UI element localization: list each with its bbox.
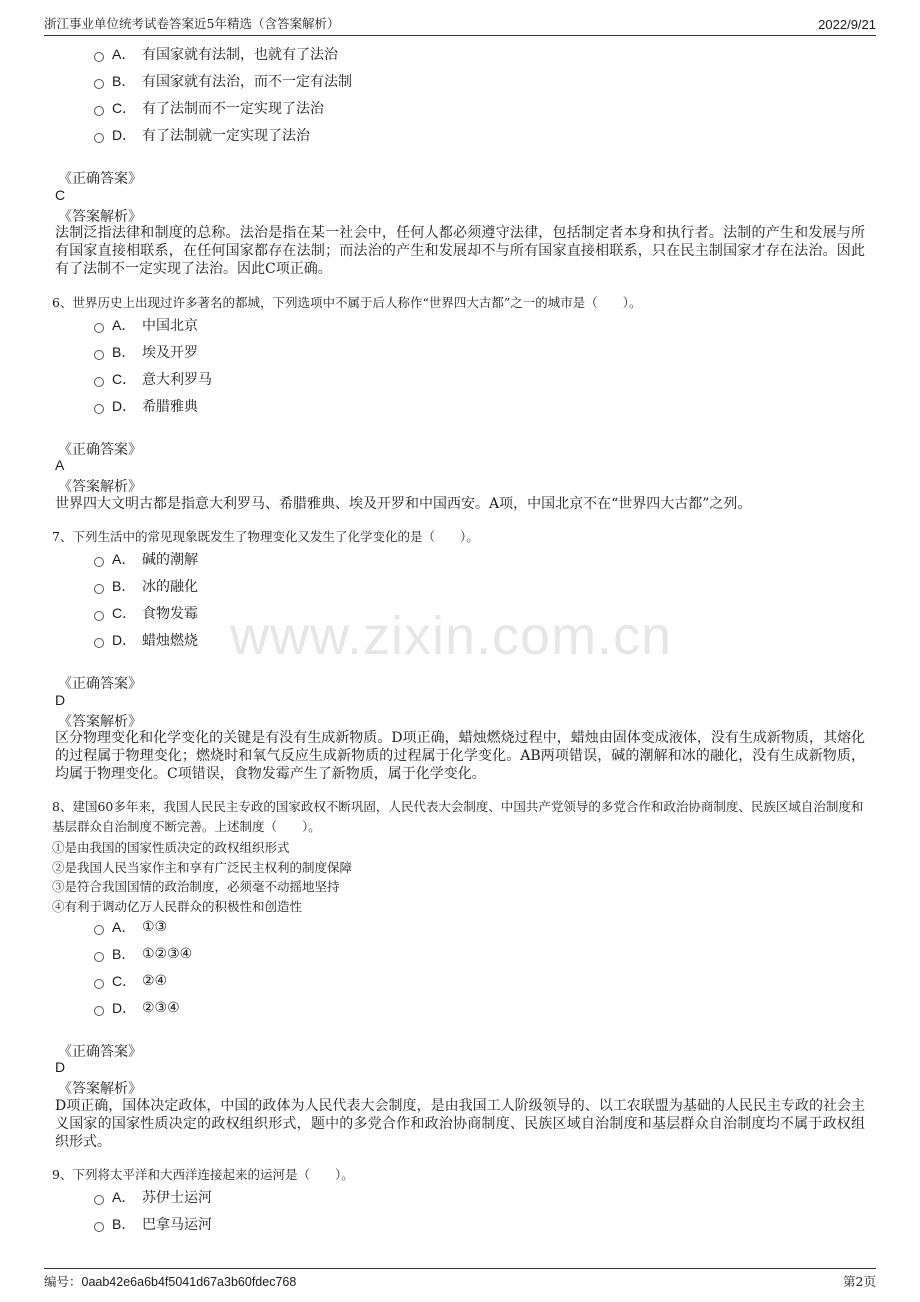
question-title: 8、建国60多年来，我国人民民主专政的国家政权不断巩固，人民代表大会制度、中国共产党领导的多党合作和政治协商制度、民族区域自治制度和基层群众自治制度不断完善。上述制度（ ）。 <box>52 799 864 834</box>
analysis-text: 法制泛指法律和制度的总称。法治是指在某一社会中，任何人都必须遵守法律，包括制定者本身和执行者。法制的产生和发展与所有国家直接相联系，在任何国家都存在法制；而法治的产生和发展却不与所有国家直接相联系，只在民主制国家才存在法治。因此有了法制不一定实现了法治。因此C项正确。 <box>55 225 865 277</box>
answer-value: C <box>55 187 66 203</box>
radio-icon[interactable] <box>94 925 104 935</box>
question-title: 6、世界历史上出现过许多著名的都城，下列选项中不属于后人称作“世界四大古都”之一的城市是（ ）。 <box>52 295 642 310</box>
q7-option-c[interactable]: C． 食物发霉 <box>94 601 198 625</box>
q7-option-b[interactable]: B． 冰的融化 <box>94 574 198 598</box>
radio-icon[interactable] <box>94 557 104 567</box>
analysis-text: D项正确，国体决定政体，中国的政体为人民代表大会制度，是由我国工人阶级领导的、以工农联盟为基础的人民民主专政的社会主义国家的国家性质决定的政权组织形式，题中的多党合作和政治协商制度、民族区域自治制度和基层群众自治制度均不属于政权组织形式。 <box>55 1098 865 1150</box>
page-header <box>44 10 876 36</box>
radio-icon[interactable] <box>94 1195 104 1205</box>
question-title: 7、下列生活中的常见现象既发生了物理变化又发生了化学变化的是（ ）。 <box>52 529 479 544</box>
analysis-label: 《答案解析》 <box>58 1081 142 1097</box>
radio-icon[interactable] <box>94 404 104 414</box>
question-title: 9、下列将太平洋和大西洋连接起来的运河是（ ）。 <box>52 1167 354 1182</box>
radio-icon[interactable] <box>94 1222 104 1232</box>
radio-icon[interactable] <box>94 611 104 621</box>
analysis-text: 区分物理变化和化学变化的关键是有没有生成新物质。D项正确，蜡烛燃烧过程中，蜡烛由固体变成液体，没有生成新物质，其熔化的过程属于物理变化；燃烧时和氧气反应生成新物质的过程属于化学变化。AB两项错误，碱的潮解和冰的融化，没有生成新物质，均属于物理变化。C项错误，食物发霉产生了新物质，属于化学变化。 <box>55 730 865 782</box>
answer-label: 《正确答案》 <box>58 676 142 692</box>
q8-option-d[interactable]: D． ②③④ <box>94 996 180 1020</box>
document-date: 2022/9/21 <box>818 17 876 32</box>
page-number: 第2页 <box>843 1274 876 1289</box>
q5-option-d[interactable]: D． 有了法制就一定实现了法治 <box>94 123 310 147</box>
statement-2: ②是我国人民当家作主和享有广泛民主权利的制度保障 <box>52 860 353 875</box>
q6-option-b[interactable]: B． 埃及开罗 <box>94 340 198 364</box>
radio-icon[interactable] <box>94 350 104 360</box>
document-code: 编号：0aab42e6a6b4f5041d67a3b60fdec768 <box>44 1275 297 1289</box>
q5-option-b[interactable]: B． 有国家就有法治，而不一定有法制 <box>94 69 352 93</box>
statement-4: ④有利于调动亿万人民群众的积极性和创造性 <box>52 899 303 914</box>
answer-label: 《正确答案》 <box>58 171 142 187</box>
statement-1: ①是由我国的国家性质决定的政权组织形式 <box>52 840 290 855</box>
q7-option-a[interactable]: A． 碱的潮解 <box>94 547 198 571</box>
radio-icon[interactable] <box>94 638 104 648</box>
radio-icon[interactable] <box>94 952 104 962</box>
answer-label: 《正确答案》 <box>58 442 142 458</box>
q8-option-a[interactable]: A． ①③ <box>94 915 167 939</box>
q8-option-c[interactable]: C． ②④ <box>94 969 167 993</box>
radio-icon[interactable] <box>94 323 104 333</box>
radio-icon[interactable] <box>94 79 104 89</box>
q5-option-c[interactable]: C． 有了法制而不一定实现了法治 <box>94 96 324 120</box>
q6-option-c[interactable]: C． 意大利罗马 <box>94 367 212 391</box>
radio-icon[interactable] <box>94 133 104 143</box>
document-title: 浙江事业单位统考试卷答案近5年精选（含答案解析） <box>44 16 340 31</box>
q9-option-b[interactable]: B． 巴拿马运河 <box>94 1212 212 1236</box>
analysis-label: 《答案解析》 <box>58 714 142 730</box>
radio-icon[interactable] <box>94 584 104 594</box>
analysis-label: 《答案解析》 <box>58 209 142 225</box>
q6-option-d[interactable]: D． 希腊雅典 <box>94 394 198 418</box>
analysis-text: 世界四大文明古都是指意大利罗马、希腊雅典、埃及开罗和中国西安。A项，中国北京不在“世界四大古都”之列。 <box>55 496 752 512</box>
page-footer <box>44 1268 876 1294</box>
q9-option-a[interactable]: A． 苏伊士运河 <box>94 1185 212 1209</box>
answer-label: 《正确答案》 <box>58 1044 142 1060</box>
q5-option-a[interactable]: A． 有国家就有法制，也就有了法治 <box>94 42 338 66</box>
answer-value: D <box>55 1059 66 1075</box>
statement-3: ③是符合我国国情的政治制度，必须毫不动摇地坚持 <box>52 879 340 894</box>
radio-icon[interactable] <box>94 106 104 116</box>
answer-value: A <box>55 457 65 473</box>
analysis-label: 《答案解析》 <box>58 479 142 495</box>
radio-icon[interactable] <box>94 1006 104 1016</box>
radio-icon[interactable] <box>94 377 104 387</box>
watermark: www.zixin.com.cn <box>230 606 673 666</box>
radio-icon[interactable] <box>94 52 104 62</box>
q8-option-b[interactable]: B． ①②③④ <box>94 942 192 966</box>
q6-option-a[interactable]: A． 中国北京 <box>94 313 198 337</box>
answer-value: D <box>55 692 66 708</box>
q7-option-d[interactable]: D． 蜡烛燃烧 <box>94 628 198 652</box>
radio-icon[interactable] <box>94 979 104 989</box>
